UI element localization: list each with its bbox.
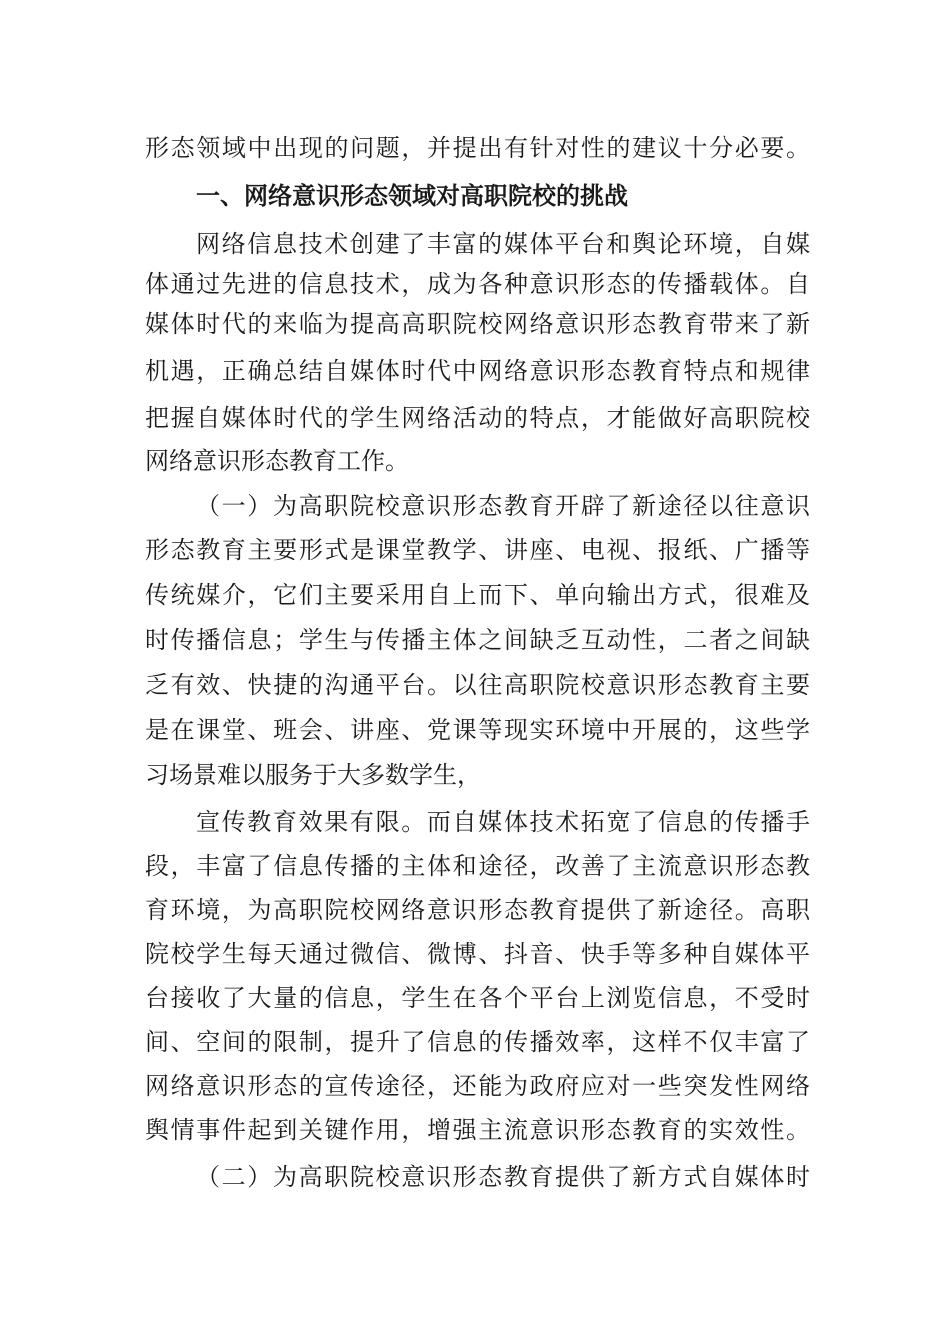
text-line: 是在课堂、班会、讲座、党课等现实环境中开展的，这些学 [145,716,810,744]
text-line: 习场景难以服务于大多数学生， [145,761,481,789]
text-line: 院校学生每天通过微信、微博、抖音、快手等多种自媒体平 [145,940,810,968]
text-line: 体通过先进的信息技术，成为各种意识形态的传播载体。自 [145,270,810,298]
text-line: 网络意识形态的宣传途径，还能为政府应对一些突发性网络 [145,1072,810,1100]
text-line: 把握自媒体时代的学生网络活动的特点，才能做好高职院校 [145,404,810,432]
text-line: 段，丰富了信息传播的主体和途径，改善了主流意识形态教 [145,852,810,880]
text-line: 网络信息技术创建了丰富的媒体平台和舆论环境，自媒 [196,230,810,258]
text-line: 乏有效、快捷的沟通平台。以往高职院校意识形态教育主要 [145,671,810,699]
text-line: 台接收了大量的信息，学生在各个平台上浏览信息，不受时 [145,984,810,1012]
text-line: 传统媒介，它们主要采用自上而下、单向输出方式，很难及 [145,581,810,609]
text-line: 网络意识形态教育工作。 [145,447,409,475]
text-line: 机遇，正确总结自媒体时代中网络意识形态教育特点和规律 [145,357,810,385]
text-line: 形态教育主要形式是课堂教学、讲座、电视、报纸、广播等 [145,536,810,564]
text-line: 形态领域中出现的问题，并提出有针对性的建议十分必要。 [145,134,810,162]
text-line: 时传播信息；学生与传播主体之间缺乏互动性，二者之间缺 [145,626,810,654]
text-line: 媒体时代的来临为提高高职院校网络意识形态教育带来了新 [145,310,810,338]
section-heading: 一、网络意识形态领域对高职院校的挑战 [196,182,628,210]
subsection-line: （二）为高职院校意识形态教育提供了新方式自媒体时 [196,1163,810,1191]
text-line: 舆情事件起到关键作用，增强主流意识形态教育的实效性。 [145,1116,810,1144]
text-line: 间、空间的限制，提升了信息的传播效率，这样不仅丰富了 [145,1028,810,1056]
subsection-line: （一）为高职院校意识形态教育开辟了新途径以往意识 [196,492,810,520]
text-line: 宣传教育效果有限。而自媒体技术拓宽了信息的传播手 [196,808,810,836]
text-line: 育环境，为高职院校网络意识形态教育提供了新途径。高职 [145,896,810,924]
